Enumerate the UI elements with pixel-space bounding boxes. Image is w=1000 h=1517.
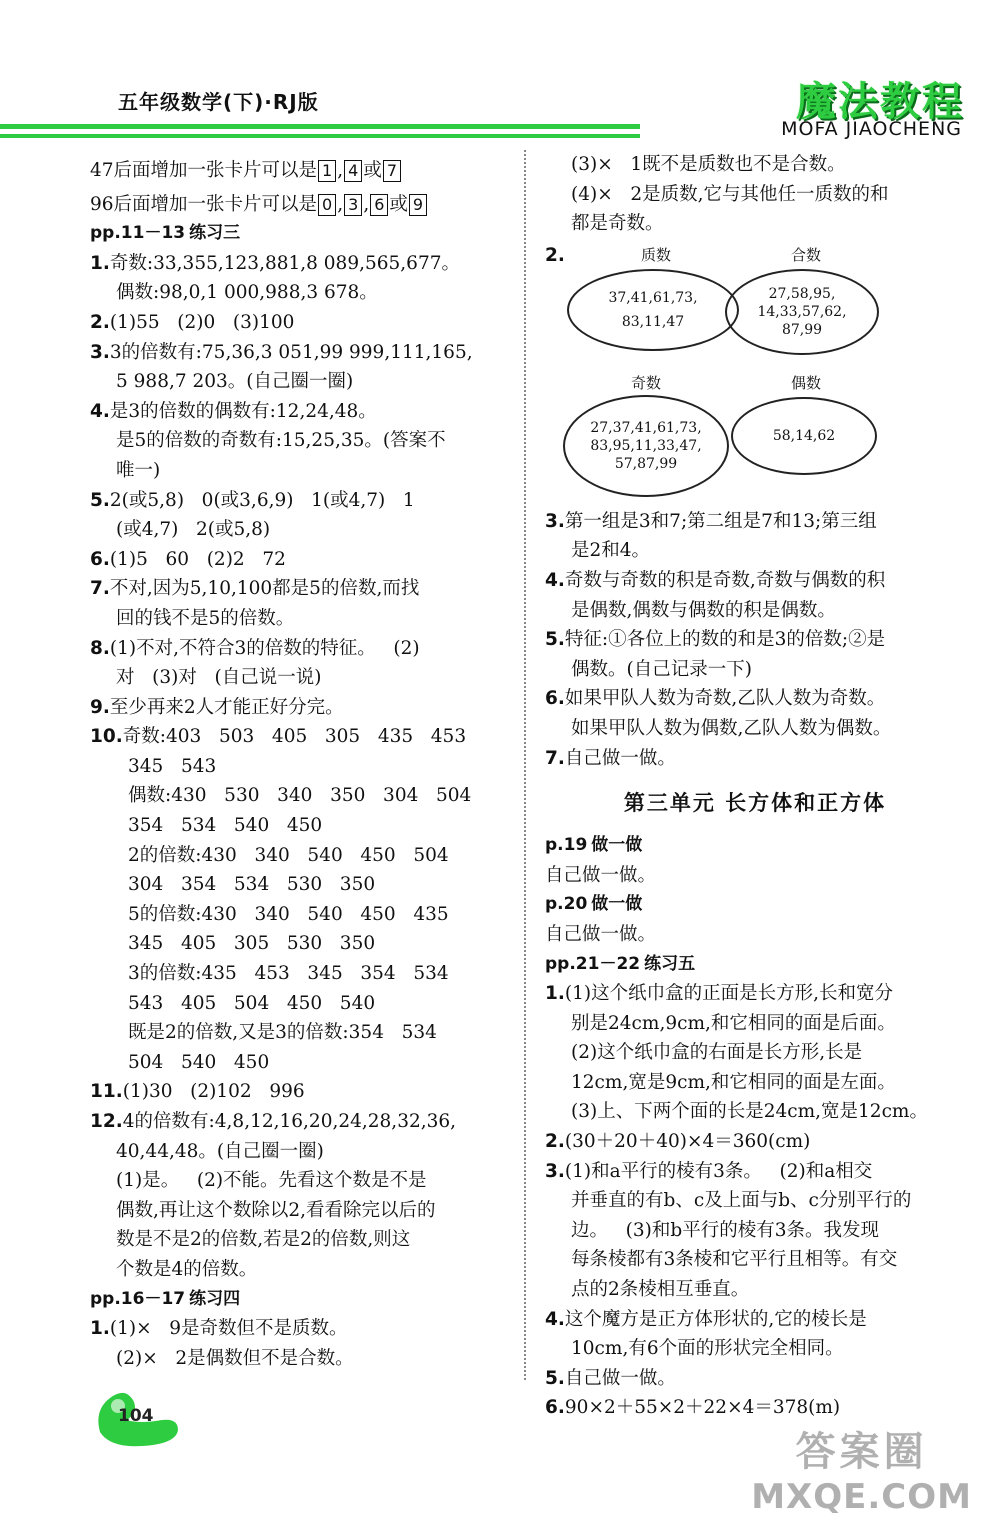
brand-logo: 魔法教程 (796, 79, 964, 125)
question-number: 4. (545, 1308, 565, 1330)
question-number: 7. (545, 747, 565, 769)
answer-line (90, 1077, 515, 1107)
answer-text: 2(或5,8) 0(或3,6,9) 1(或4,7) 1 (109, 489, 415, 511)
question-number: 5. (545, 1367, 565, 1389)
answer-text: 自己做一做。 (564, 747, 676, 769)
answer-line (545, 1097, 965, 1127)
answer-line (90, 989, 515, 1019)
answer-text: 3的倍数:435 453 345 354 534 (128, 963, 449, 985)
brand-subtitle: MOFA JIAOCHENG (781, 118, 962, 140)
answer-line (90, 545, 515, 575)
answer-text: 偶数。(自己记录一下) (571, 658, 752, 680)
answers-3-to-7 (545, 507, 965, 773)
left-column (90, 156, 515, 1373)
answer-line (90, 722, 515, 752)
question-number: 11. (90, 1081, 123, 1103)
answer-line (90, 278, 515, 308)
answer-line (90, 693, 515, 723)
answer-text: (1)这个纸巾盒的正面是长方形,长和宽分 (564, 983, 893, 1005)
question-number: 6. (545, 688, 565, 710)
answer-text: 90×2＋55×2＋22×4＝378(m) (564, 1397, 841, 1419)
answer-line (90, 1018, 515, 1048)
answer-line (90, 634, 515, 664)
answer-text: 个数是4的倍数。 (116, 1258, 258, 1280)
page-number: 104 (118, 1406, 154, 1426)
answer-text: 至少再来2人才能正好分完。 (109, 696, 344, 718)
digit-card: 6 (370, 194, 388, 216)
digit-card: 3 (344, 194, 362, 216)
answer-line (90, 1314, 515, 1344)
answer-line (90, 841, 515, 871)
answer-text: 自己做一做。 (564, 1367, 676, 1389)
number-classification-diagram (545, 239, 965, 507)
answer-line (90, 1048, 515, 1078)
answer-line (545, 1009, 965, 1039)
answer-line (90, 1196, 515, 1226)
ellipse-even: 58,14,62 (731, 397, 877, 475)
answer-line (90, 308, 515, 338)
answer-text: (3)上、下两个面的长是24cm,宽是12cm。 (571, 1101, 928, 1123)
answer-line (545, 625, 965, 655)
answer-text: (3)× 1既不是质数也不是合数。 (571, 154, 846, 175)
answer-line (90, 515, 515, 545)
question-number: 5. (90, 489, 110, 511)
section-heading-p20: p.20 做一做 (545, 894, 643, 915)
answer-text: 不对,因为5,10,100都是5的倍数,而找 (109, 578, 420, 600)
answer-line (545, 684, 965, 714)
answer-text: 数是不是2的倍数,若是2的倍数,则这 (116, 1229, 411, 1251)
answer-text: 如果甲队人数为偶数,乙队人数为偶数。 (571, 717, 892, 739)
answer-text: 偶数:98,0,1 000,988,3 678。 (116, 282, 378, 304)
question-number: 4. (90, 400, 110, 422)
answer-text: 偶数,再让这个数除以2,看看除完以后的 (116, 1199, 436, 1221)
question-number: 6. (545, 1397, 565, 1419)
ex4-answers (90, 1314, 515, 1373)
answer-line (545, 714, 965, 744)
p20-answer: 自己做一做。 (545, 923, 657, 945)
ex3-answers (90, 249, 515, 1285)
ex5-answers (545, 979, 965, 1423)
answer-text: (或4,7) 2(或5,8) (116, 519, 271, 541)
answer-text: 奇数与奇数的积是奇数,奇数与偶数的积 (564, 569, 886, 591)
answer-text: (2)这个纸巾盒的右面是长方形,长是 (571, 1042, 863, 1064)
intro-line-2: 96后面增加一张卡片可以是 0 , 3 , 6 或 9 (90, 190, 515, 220)
answer-line (90, 811, 515, 841)
answer-line (90, 367, 515, 397)
answer-line (90, 663, 515, 693)
intro-line-1: 47后面增加一张卡片可以是 1 , 4 或 7 (90, 156, 515, 186)
answer-line (545, 1068, 965, 1098)
answer-text: 并垂直的有b、c及上面与b、c分别平行的 (571, 1190, 912, 1212)
answer-line (90, 870, 515, 900)
question-number: 2. (90, 311, 110, 333)
watermark: 答案圈 MXQE.COM (751, 1429, 972, 1517)
ex4-continued (545, 150, 965, 239)
answer-line (545, 744, 965, 774)
column-divider (524, 150, 526, 1380)
question-number: 12. (90, 1111, 123, 1132)
answer-text: 既是2的倍数,又是3的倍数:354 534 (128, 1022, 437, 1044)
ellipse-label-prime: 质数 (641, 245, 672, 264)
question-number: 7. (90, 578, 110, 600)
answer-text: (4)× 2是质数,它与其他任一质数的和 (571, 183, 889, 205)
question-number: 6. (90, 548, 110, 570)
answer-line (90, 1137, 515, 1167)
answer-line (90, 752, 515, 782)
question-number: 2. (545, 244, 565, 266)
answer-line (545, 507, 965, 537)
answer-text: 奇数:403 503 405 305 435 453 (122, 726, 467, 748)
answer-line (545, 1186, 965, 1216)
answer-text: 40,44,48。(自己圈一圈) (116, 1140, 324, 1162)
answer-text: 345 405 305 530 350 (128, 933, 376, 955)
question-number: 1. (90, 252, 110, 274)
answer-line (545, 209, 965, 239)
section-heading-ex3: pp.11－13 练习三 (90, 223, 241, 244)
answer-text: 第一组是3和7;第二组是7和13;第三组 (564, 510, 877, 532)
question-number: 3. (545, 510, 565, 532)
answer-text: 504 540 450 (128, 1051, 270, 1073)
section-heading-p19: p.19 做一做 (545, 835, 643, 856)
answer-text: (2)× 2是偶数但不是合数。 (116, 1347, 354, 1369)
answer-text: 4的倍数有:4,8,12,16,20,24,28,32,36, (122, 1111, 457, 1132)
answer-text: 是2和4。 (571, 540, 651, 562)
answer-text: 2的倍数:430 340 540 450 504 (128, 844, 449, 866)
question-number: 9. (90, 696, 110, 718)
ellipse-label-composite: 合数 (791, 245, 822, 264)
answer-line (545, 1364, 965, 1394)
answer-line (545, 979, 965, 1009)
answer-line (545, 1216, 965, 1246)
answer-line (545, 536, 965, 566)
digit-card: 7 (383, 160, 401, 182)
answer-line (90, 574, 515, 604)
answer-line (545, 1305, 965, 1335)
answer-line (545, 1038, 965, 1068)
answer-line (545, 1157, 965, 1187)
ellipse-label-even: 偶数 (791, 373, 822, 392)
answer-line (90, 1166, 515, 1196)
answer-text: 是3的倍数的偶数有:12,24,48。 (109, 400, 377, 422)
answer-line (545, 655, 965, 685)
answer-line (90, 604, 515, 634)
unit-title: 第三单元 长方体和正方体 (623, 791, 887, 816)
answer-line (545, 180, 965, 210)
answer-line (90, 1344, 515, 1374)
answer-text: 543 405 504 450 540 (128, 992, 376, 1014)
ellipse-odd: 27,37,41,61,73, 83,95,11,33,47, 57,87,99 (563, 395, 729, 497)
answer-text: (1)和a平行的棱有3条。 (2)和a相交 (564, 1160, 873, 1182)
answer-text: (30＋20＋40)×4＝360(cm) (564, 1131, 811, 1153)
answer-line (545, 596, 965, 626)
answer-text: 别是24cm,9cm,和它相同的面是后面。 (571, 1012, 896, 1034)
answer-line (90, 456, 515, 486)
answer-text: 唯一) (116, 459, 161, 481)
digit-card: 4 (344, 160, 362, 182)
answer-line (545, 1334, 965, 1364)
answer-text: (1)不对,不符合3的倍数的特征。 (2) (109, 637, 420, 659)
header-title: 五年级数学(下)·RJ版 (118, 90, 319, 114)
answer-line (90, 1255, 515, 1285)
question-number: 1. (545, 983, 565, 1005)
answer-line (90, 1225, 515, 1255)
answer-line (90, 900, 515, 930)
answer-text: 偶数:430 530 340 350 304 504 (128, 785, 472, 807)
section-heading-ex4: pp.16－17 练习四 (90, 1288, 241, 1309)
answer-text: 奇数:33,355,123,881,8 089,565,677。 (109, 252, 460, 274)
answer-text: (1)是。 (2)不能。先看这个数是不是 (116, 1170, 427, 1192)
answer-line (545, 1393, 965, 1423)
question-number: 3. (545, 1160, 565, 1182)
digit-card: 1 (318, 160, 336, 182)
answer-text: 3的倍数有:75,36,3 051,99 999,111,165, (109, 341, 473, 363)
answer-text: 10cm,有6个面的形状完全相同。 (571, 1338, 844, 1360)
answer-text: 354 534 540 450 (128, 815, 323, 837)
answer-line (545, 1275, 965, 1305)
question-number: 5. (545, 629, 565, 651)
question-number: 2. (545, 1131, 565, 1153)
answer-text: 5 988,7 203。(自己圈一圈) (116, 371, 354, 393)
question-number: 10. (90, 726, 123, 748)
answer-line (90, 929, 515, 959)
section-heading-ex5: pp.21－22 练习五 (545, 953, 696, 974)
digit-card: 9 (409, 194, 427, 216)
answer-text: 是偶数,偶数与偶数的积是偶数。 (571, 599, 836, 621)
answer-text: 每条棱都有3条棱和它平行且相等。有交 (571, 1249, 898, 1271)
header-rule (0, 124, 640, 129)
header-rule-secondary (0, 134, 640, 138)
answer-line (90, 426, 515, 456)
p19-answer: 自己做一做。 (545, 864, 657, 886)
answer-line (545, 150, 965, 180)
answer-text: 回的钱不是5的倍数。 (116, 607, 295, 629)
answer-line (545, 566, 965, 596)
ellipse-label-odd: 奇数 (631, 373, 662, 392)
question-number: 8. (90, 637, 110, 659)
answer-line (90, 338, 515, 368)
answer-text: 是5的倍数的奇数有:15,25,35。(答案不 (116, 430, 446, 452)
answer-line (90, 1107, 515, 1137)
answer-line (90, 781, 515, 811)
answer-text: (1)× 9是奇数但不是质数。 (109, 1318, 348, 1340)
ellipse-prime: 37,41,61,73, 83,11,47 (567, 269, 739, 351)
answer-line (90, 397, 515, 427)
answer-text: 点的2条棱相互垂直。 (571, 1279, 750, 1301)
answer-text: 对 (3)对 (自己说一说) (116, 667, 322, 689)
answer-text: 如果甲队人数为奇数,乙队人数为奇数。 (564, 688, 886, 710)
answer-line (90, 249, 515, 279)
answer-text: 都是奇数。 (571, 213, 664, 235)
answer-text: 304 354 534 530 350 (128, 874, 376, 896)
answer-text: 12cm,宽是9cm,和它相同的面是左面。 (571, 1071, 896, 1093)
answer-text: 特征:①各位上的数的和是3的倍数;②是 (564, 629, 886, 651)
question-number: 3. (90, 341, 110, 363)
right-column (545, 150, 965, 1423)
question-number: 1. (90, 1318, 110, 1340)
question-number: 4. (545, 569, 565, 591)
answer-line (545, 1245, 965, 1275)
answer-text: (1)30 (2)102 996 (122, 1081, 305, 1103)
answer-text: 345 543 (128, 755, 217, 777)
answer-text: 边。 (3)和b平行的棱有3条。我发现 (571, 1219, 879, 1241)
answer-line (545, 1127, 965, 1157)
answer-line (90, 959, 515, 989)
answer-text: (1)55 (2)0 (3)100 (109, 311, 295, 333)
answer-text: (1)5 60 (2)2 72 (109, 548, 286, 570)
ellipse-composite: 27,58,95, 14,33,57,62, 87,99 (725, 269, 879, 355)
answer-text: 这个魔方是正方体形状的,它的棱长是 (564, 1308, 867, 1330)
answer-text: 5的倍数:430 340 540 450 435 (128, 903, 449, 925)
digit-card: 0 (318, 194, 336, 216)
answer-line (90, 486, 515, 516)
